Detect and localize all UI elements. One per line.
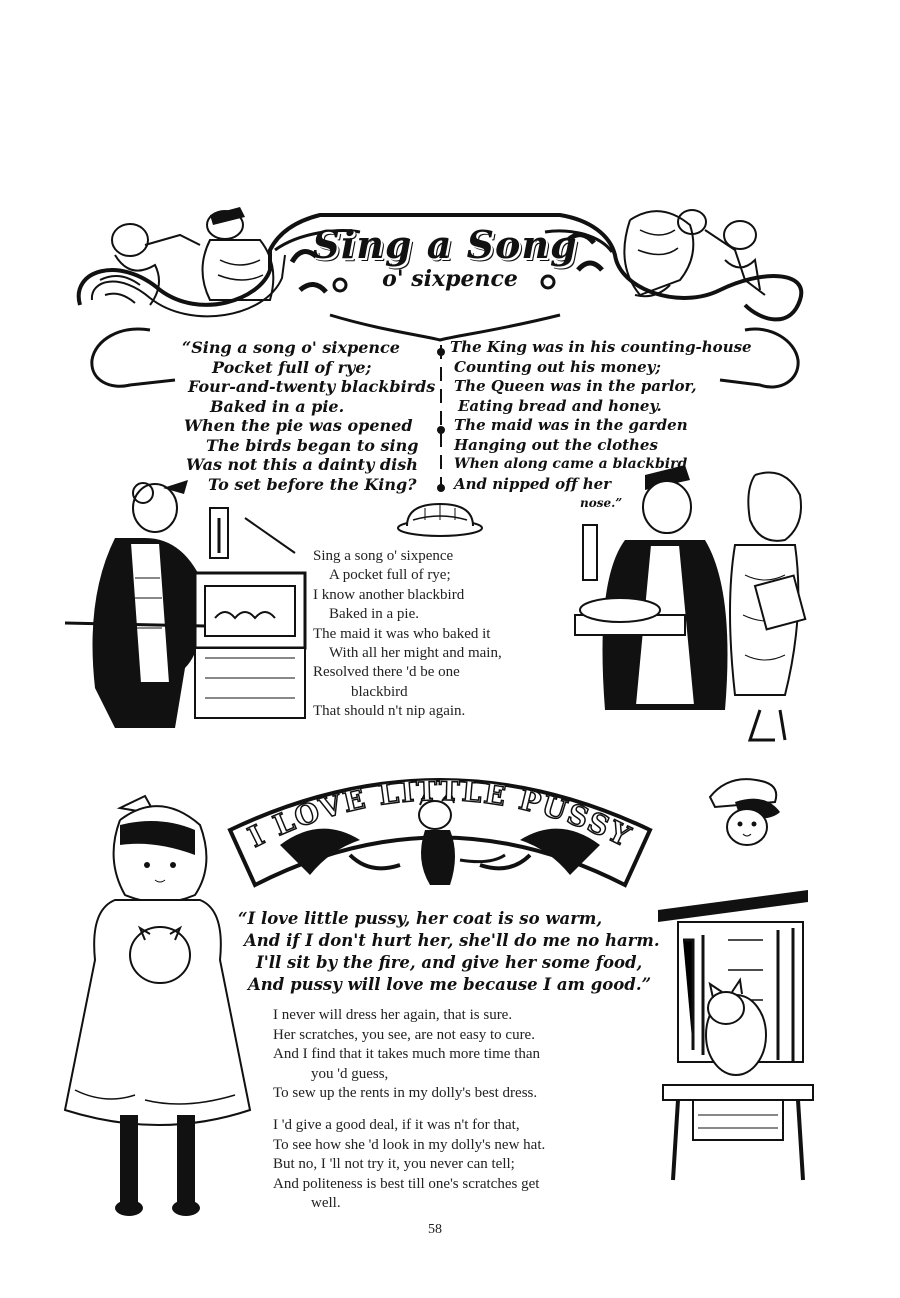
verse-line: well. <box>311 1195 341 1211</box>
page-number: 58 <box>428 1222 442 1237</box>
verse-line: Her scratches, you see, are not easy to cure. <box>273 1026 535 1043</box>
verse-line: With all her might and main, <box>329 645 502 662</box>
pie-illustration <box>395 498 485 538</box>
verse-line: I'll sit by the fire, and give her some food, <box>256 953 643 972</box>
verse-line: Resolved there 'd be one <box>313 664 460 681</box>
verse-line: But no, I 'll not try it, you never can tell; <box>273 1156 515 1172</box>
verse-line: When the pie was opened <box>184 416 413 435</box>
verse-line: I know another blackbird <box>313 586 465 603</box>
verse-line: The maid it was who baked it <box>313 625 491 642</box>
king-and-maid-illustration <box>565 455 820 755</box>
verse-line: Pocket full of rye; <box>212 357 372 377</box>
maid-baking-illustration <box>55 478 305 748</box>
verse-line: The Queen was in the parlor, <box>454 377 697 395</box>
verse-line: And nipped off her <box>454 474 612 493</box>
verse-line: nose.” <box>580 496 623 510</box>
verse-line: And pussy will love me because I am good.” <box>248 975 652 994</box>
sing-song-printed-verse <box>313 547 502 722</box>
pussy-printed-verse-2 <box>273 1116 545 1214</box>
verse-line: Eating bread and honey. <box>458 396 662 415</box>
verse-line: And if I don't hurt her, she'll do me no harm. <box>244 931 660 950</box>
verse-line: blackbird <box>351 683 408 700</box>
verse-line: To set before the King? <box>208 474 417 494</box>
girl-holding-cat-illustration <box>65 790 255 1220</box>
verse-line: you 'd guess, <box>311 1065 389 1082</box>
verse-line: Sing a song o' sixpence <box>313 548 454 564</box>
svg-text:I LOVE LITTLE PUSSY: I LOVE LITTLE PUSSY <box>242 773 637 854</box>
verse-line: To see how she 'd look in my dolly's new hat. <box>273 1136 546 1153</box>
verse-line: And I find that it takes much more time than <box>273 1046 541 1062</box>
verse-line: A pocket full of rye; <box>329 567 451 584</box>
verse-line: Baked in a pie. <box>210 396 345 416</box>
verse-line: I never will dress her again, that is sure. <box>273 1007 513 1023</box>
verse-line: To sew up the rents in my dolly's best dress. <box>273 1085 538 1101</box>
verse-line: “Sing a song o' sixpence <box>182 338 400 357</box>
verse-line: “I love little pussy, her coat is so warm, <box>238 909 603 928</box>
sing-song-subtitle: o' sixpence <box>382 266 518 292</box>
verse-line: That should n't nip again. <box>313 703 466 720</box>
dancing-figures-left-illustration <box>100 200 290 310</box>
pussy-printed-verse-1 <box>273 1006 540 1104</box>
verse-line: Counting out his money; <box>454 357 661 376</box>
verse-line: Hanging out the clothes <box>454 435 658 454</box>
verse-line: Was not this a dainty dish <box>186 455 418 474</box>
verse-line: Baked in a pie. <box>329 606 419 623</box>
verse-line: The birds began to sing <box>206 435 419 455</box>
sing-song-title: Sing a Song <box>312 222 578 267</box>
cat-in-hat-illustration <box>695 772 795 862</box>
verse-line: The King was in his counting-house <box>450 338 752 356</box>
verse-line: When along came a blackbird <box>454 456 688 472</box>
cat-on-table-illustration <box>658 880 818 1190</box>
pussy-title-arched <box>220 750 660 870</box>
verse-line: And politeness is best till one's scratches get <box>273 1175 540 1192</box>
verse-line: I 'd give a good deal, if it was n't for that, <box>273 1117 520 1133</box>
pussy-verse-hand <box>238 908 660 996</box>
sing-song-verse-left <box>178 338 435 494</box>
verse-line: The maid was in the garden <box>454 416 688 434</box>
verse-line: Four-and-twenty blackbirds <box>188 377 436 396</box>
dancing-figures-right-illustration <box>610 200 780 310</box>
